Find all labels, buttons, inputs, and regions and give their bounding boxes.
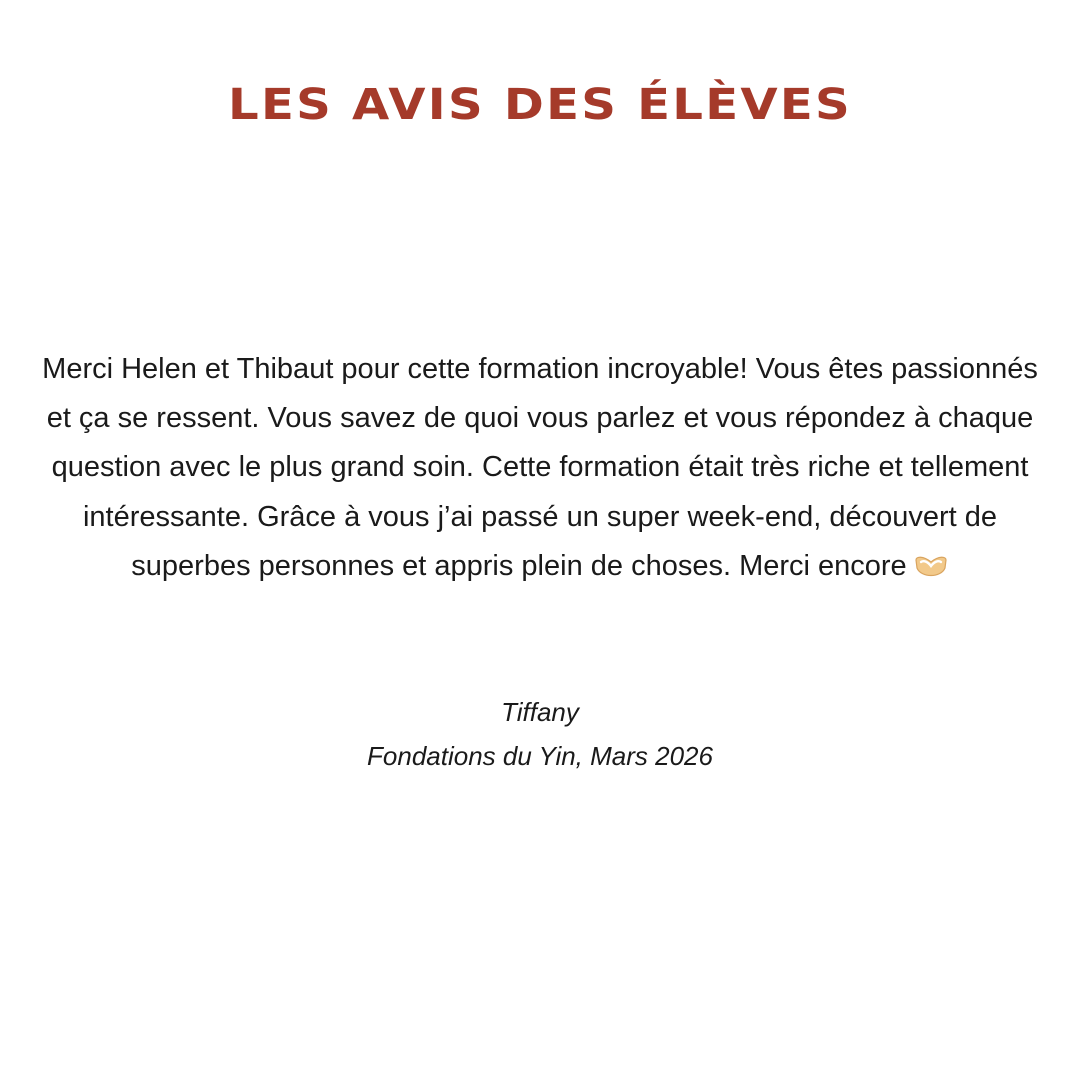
review-body: Merci Helen et Thibaut pour cette formation incroyable! Vous êtes passionnés et ça se ressent. Vous savez de quoi vous parlez et vous répondez à chaque question avec le plus grand soin. Cette formation était très riche et tellement intéressante. Grâce à vous j’ai passé un super week-end, découvert de superbes personnes et appris plein de choses. Merci encore [42, 353, 1038, 582]
review-course: Fondations du Yin, Mars 2026 [367, 741, 713, 771]
review-text [40, 345, 1040, 591]
review-author: Tiffany [501, 697, 579, 727]
page-title: LES AVIS DES ÉLÈVES [228, 80, 852, 130]
heart-hands-icon [913, 544, 949, 566]
